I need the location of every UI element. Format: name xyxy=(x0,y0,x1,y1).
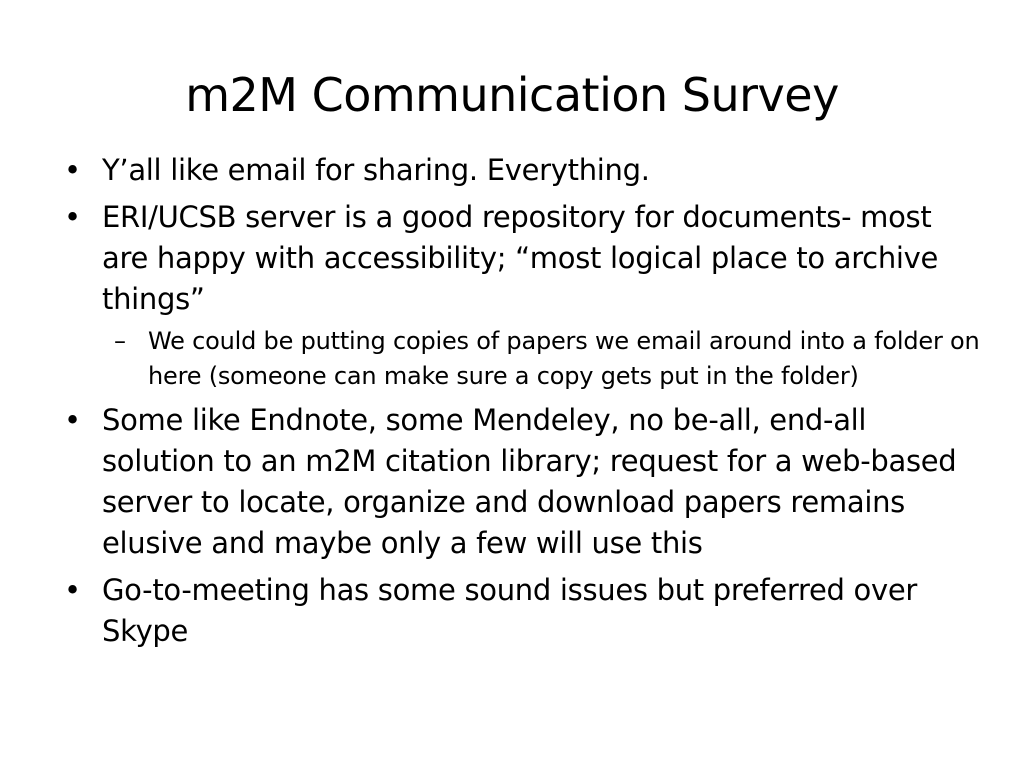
sub-bullet-marker: – xyxy=(114,327,126,355)
bullet-item xyxy=(64,150,984,191)
bullet-item xyxy=(64,570,984,652)
bullet-text: Some like Endnote, some Mendeley, no be-all, end-all solution to an m2M citation library; request for a web-based server to locate, organize and download papers remains elusive and maybe only a few will use this xyxy=(102,403,957,560)
bullet-text: Y’all like email for sharing. Everything. xyxy=(102,153,650,187)
sub-bullet-text: We could be putting copies of papers we email around into a folder on here (someone can make sure a copy gets put in the folder) xyxy=(148,327,980,390)
bullet-marker: • xyxy=(64,200,81,234)
bullet-marker: • xyxy=(64,153,81,187)
bullet-text: ERI/UCSB server is a good repository for documents- most are happy with accessibility; “most logical place to archive things” xyxy=(102,200,939,316)
bullet-text: Go-to-meeting has some sound issues but preferred over Skype xyxy=(102,573,918,648)
bullet-marker: • xyxy=(64,403,81,437)
bullet-item xyxy=(64,197,984,394)
slide-body xyxy=(64,150,984,658)
slide-title: m2M Communication Survey xyxy=(185,68,839,122)
bullet-item xyxy=(64,400,984,564)
sub-bullet-item xyxy=(102,324,984,394)
bullet-marker: • xyxy=(64,573,81,607)
sub-bullet-list xyxy=(102,324,984,394)
